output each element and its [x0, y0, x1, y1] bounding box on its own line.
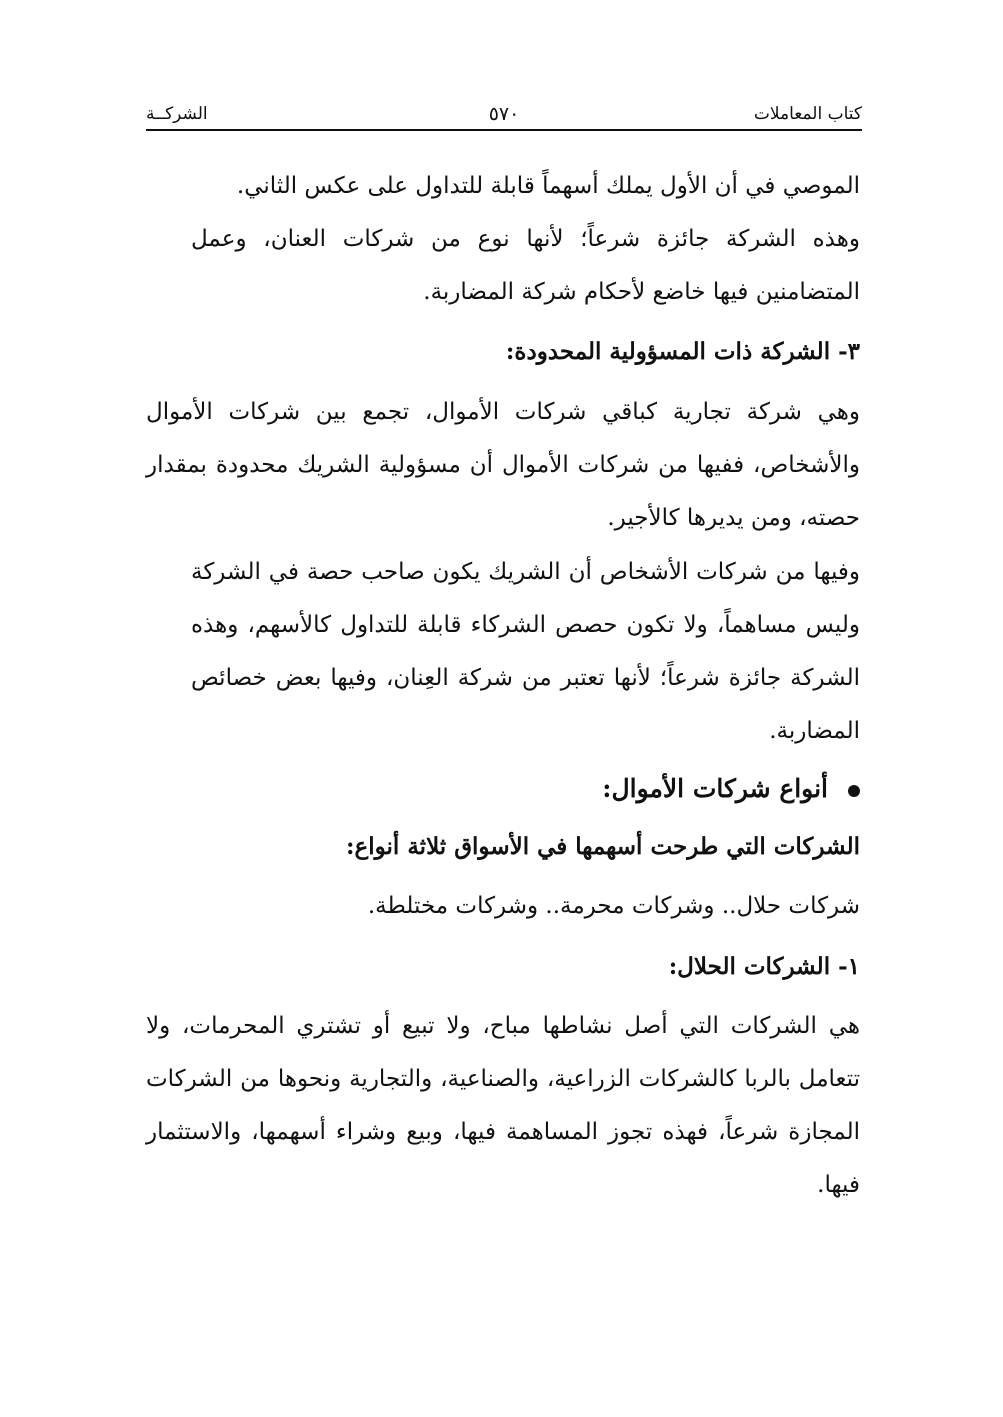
paragraph: وهي شركة تجارية كباقي شركات الأموال، تجمع بين شركات الأموال والأشخاص، ففيها من شركات الأموال أن مسؤولية الشريك محدودة بمقدار حصته، ومن يديرها كالأجير.	[146, 399, 860, 531]
section-heading: ٣- الشركة ذات المسؤولية المحدودة:	[505, 338, 860, 365]
paragraph: هي الشركات التي أصل نشاطها مباح، ولا تبيع أو تشتري المحرمات، ولا تتعامل بالربا كالشركات الزراعية، والصناعية، والتجارية ونحوها من الشركات المجازة شرعاً، فهذه تجوز المساهمة فيها، وبيع وشراء أسهمها، والاستثمار فيها.	[146, 1013, 860, 1198]
header-divider	[146, 129, 862, 131]
bullet-heading: أنواع شركات الأموال:	[602, 774, 828, 803]
bullet-icon	[848, 785, 860, 797]
page-header	[146, 100, 862, 128]
book-title: كتاب المعاملات	[753, 104, 862, 124]
paragraph: الموصي في أن الأول يملك أسهماً قابلة للتداول على عكس الثاني.	[236, 173, 860, 199]
section-heading: ١- الشركات الحلال:	[668, 953, 860, 980]
paragraph: وفيها من شركات الأشخاص أن الشريك يكون صاحب حصة في الشركة وليس مساهماً، ولا تكون حصص الشركاء قابلة للتداول كالأسهم، وهذه الشركة جائزة شرعاً؛ لأنها تعتبر من شركة العِنان، وفيها بعض خصائص المضاربة.	[191, 559, 860, 744]
sub-heading: الشركات التي طرحت أسهمها في الأسواق ثلاثة أنواع:	[346, 833, 860, 860]
bullet-heading-row	[146, 762, 860, 815]
paragraph: وهذه الشركة جائزة شرعاً؛ لأنها نوع من شركات العنان، وعمل المتضامنين فيها خاضع لأحكام شركة المضاربة.	[191, 226, 860, 305]
types-line: شركات حلال.. وشركات محرمة.. وشركات مختلطة.	[367, 893, 860, 919]
page-number: ٥٧٠	[488, 103, 520, 125]
section-title: الشركــة	[146, 104, 208, 124]
